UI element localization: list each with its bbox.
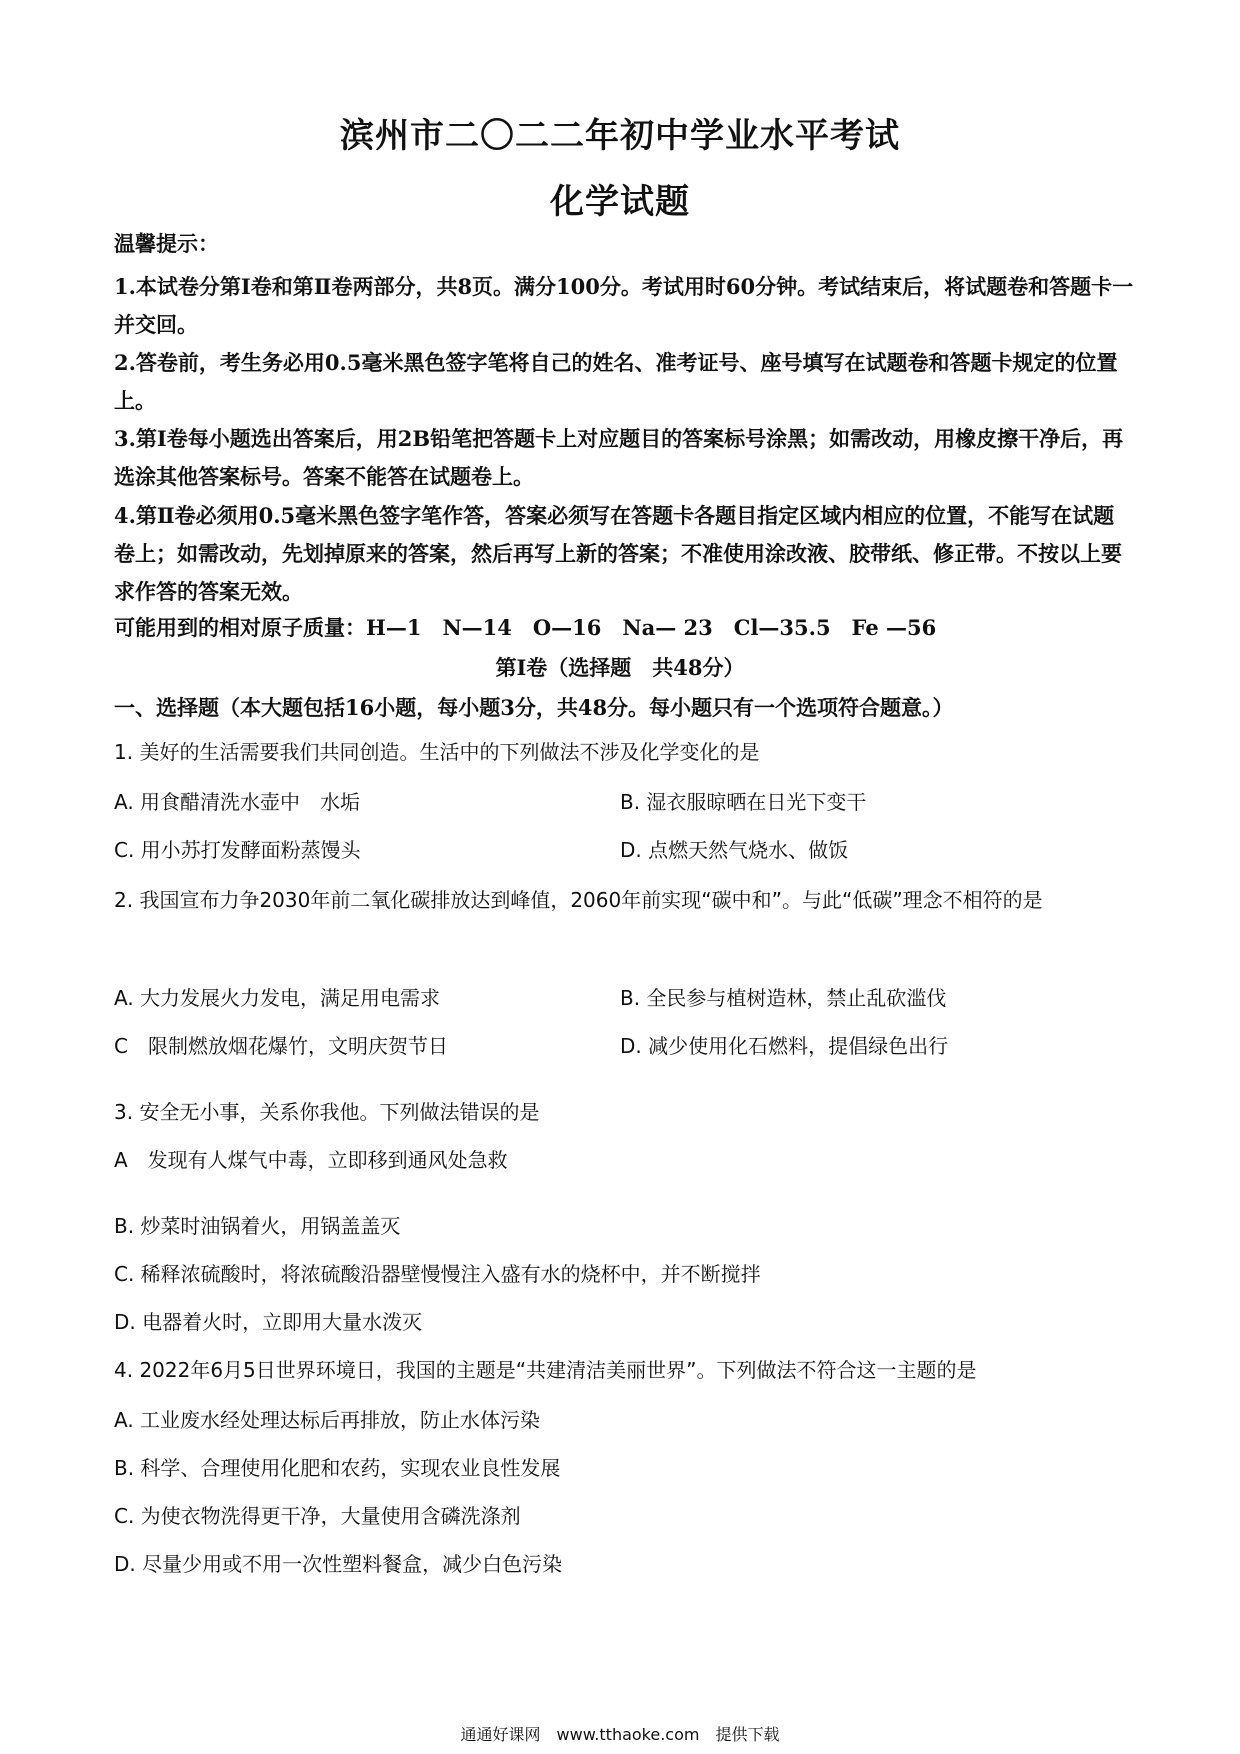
question-2-stem: 2. 我国宣布力争2030年前二氧化碳排放达到峰值，2060年前实现“碳中和”。与此“低碳”理念不相符的是	[114, 888, 1043, 912]
atomic-mass-line: 可能用到的相对原子质量：H—1 N—14 O—16 Na— 23 Cl—35.5 Fe —56	[114, 615, 937, 640]
question-1-stem: 1. 美好的生活需要我们共同创造。生活中的下列做法不涉及化学变化的是	[114, 740, 760, 764]
notice-item-3: 3.第Ⅰ卷每小题选出答案后，用2B铅笔把答题卡上对应题目的答案标号涂黑；如需改动，用橡皮擦干净后，再选涂其他答案标号。答案不能答在试题卷上。	[114, 426, 1124, 489]
question-2-option-a: A. 大力发展火力发电，满足用电需求	[114, 986, 441, 1010]
notice-item-4: 4.第Ⅱ卷必须用0.5毫米黑色签字笔作答，答案必须写在答题卡各题目指定区域内相应的位置，不能写在试题卷上；如需改动，先划掉原来的答案，然后再写上新的答案；不准使用涂改液、胶带纸、修正带。不按以上要求作答的答案无效。	[114, 503, 1122, 604]
question-1-option-d: D. 点燃天然气烧水、做饭	[620, 838, 849, 862]
question-3-option-a: A 发现有人煤气中毒，立即移到通风处急救	[114, 1148, 508, 1172]
question-4-option-b: B. 科学、合理使用化肥和农药，实现农业良性发展	[114, 1456, 561, 1480]
question-4-stem: 4. 2022年6月5日世界环境日，我国的主题是“共建清洁美丽世界”。下列做法不符合这一主题的是	[114, 1358, 977, 1382]
question-3-option-b: B. 炒菜时油锅着火，用锅盖盖灭	[114, 1214, 401, 1238]
exam-subtitle: 化学试题	[550, 182, 690, 222]
notice-heading: 温馨提示：	[114, 231, 219, 256]
question-4-option-a: A. 工业废水经处理达标后再排放，防止水体污染	[114, 1408, 541, 1432]
question-3-option-c: C. 稀释浓硫酸时，将浓硫酸沿器壁慢慢注入盛有水的烧杯中，并不断搅拌	[114, 1262, 761, 1286]
question-4-option-d: D. 尽量少用或不用一次性塑料餐盒，减少白色污染	[114, 1552, 563, 1576]
notice-item-1: 1.本试卷分第Ⅰ卷和第Ⅱ卷两部分，共8页。满分100分。考试用时60分钟。考试结束后，将试题卷和答题卡一并交回。	[114, 274, 1134, 337]
notice-item-2: 2.答卷前，考生务必用0.5毫米黑色签字笔将自己的姓名、准考证号、座号填写在试题卷和答题卡规定的位置上。	[114, 350, 1118, 413]
page-footer: 通通好课网 www.tthaoke.com 提供下载	[460, 1725, 780, 1744]
question-3-stem: 3. 安全无小事，关系你我他。下列做法错误的是	[114, 1100, 540, 1124]
question-2-option-d: D. 减少使用化石燃料，提倡绿色出行	[620, 1034, 949, 1058]
question-4-option-c: C. 为使衣物洗得更干净，大量使用含磷洗涤剂	[114, 1504, 521, 1528]
question-2-option-c: C 限制燃放烟花爆竹，文明庆贺节日	[114, 1034, 448, 1058]
question-2-option-b: B. 全民参与植树造林，禁止乱砍滥伐	[620, 986, 947, 1010]
part1-title: 第Ⅰ卷（选择题 共48分）	[495, 655, 745, 680]
question-1-option-a: A. 用食醋清洗水壶中 水垢	[114, 790, 361, 814]
question-1-option-c: C. 用小苏打发酵面粉蒸馒头	[114, 838, 361, 862]
question-3-option-d: D. 电器着火时，立即用大量水泼灭	[114, 1310, 423, 1334]
exam-title: 滨州市二〇二二年初中学业水平考试	[340, 116, 900, 156]
question-1-option-b: B. 湿衣服晾晒在日光下变干	[620, 790, 867, 814]
section-heading: 一、选择题（本大题包括16小题，每小题3分，共48分。每小题只有一个选项符合题意。）	[114, 695, 954, 720]
